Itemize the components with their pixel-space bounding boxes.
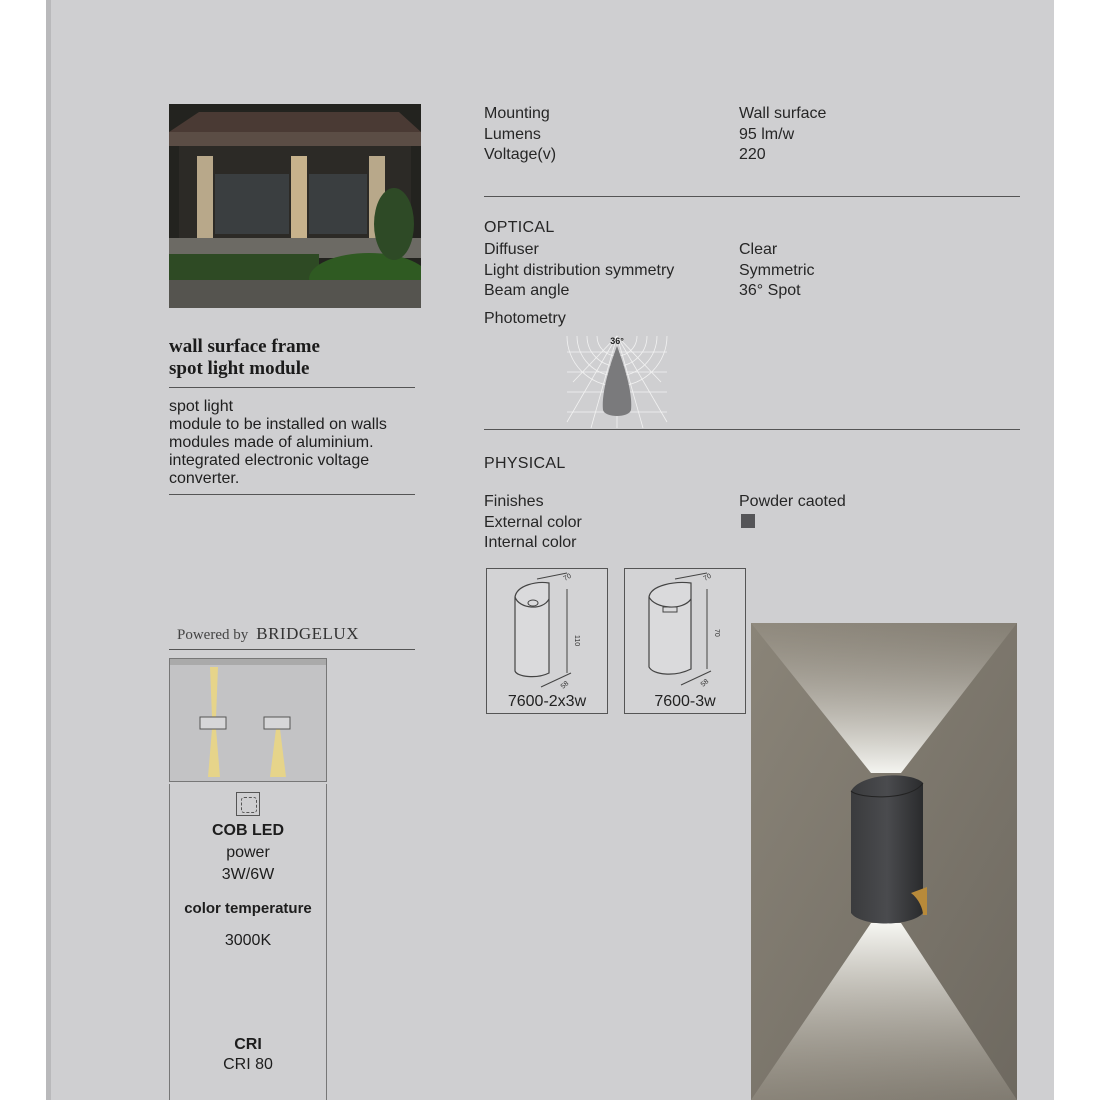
powered-by-label: Powered by bbox=[177, 627, 249, 643]
description-line: module to be installed on walls bbox=[169, 416, 387, 433]
led-info-panel bbox=[169, 784, 327, 1100]
photometry-polar-chart bbox=[563, 332, 671, 430]
dim-side: 110 bbox=[573, 635, 580, 647]
beam-angle-value: 36° Spot bbox=[739, 282, 801, 299]
product-photo bbox=[751, 623, 1017, 1100]
model-name: 7600-2x3w bbox=[507, 693, 587, 710]
product-title-line2: spot light module bbox=[169, 358, 310, 379]
external-color-label: External color bbox=[484, 513, 582, 531]
description-line: modules made of aluminium. bbox=[169, 434, 374, 451]
dim-side: 70 bbox=[713, 629, 720, 637]
power-label: power bbox=[226, 844, 270, 861]
general-labels bbox=[484, 104, 724, 166]
product-title bbox=[169, 336, 429, 380]
general-divider bbox=[484, 196, 1020, 197]
spec-sheet-page bbox=[46, 0, 1054, 1100]
lumens-label: Lumens bbox=[484, 125, 541, 143]
model-drawing bbox=[624, 568, 746, 714]
voltage-label: Voltage(v) bbox=[484, 146, 557, 163]
physical-title: PHYSICAL bbox=[484, 455, 566, 472]
mounting-label: Mounting bbox=[484, 105, 550, 122]
installation-photo bbox=[169, 104, 421, 308]
optical-title: OPTICAL bbox=[484, 219, 555, 236]
symmetry-value: Symmetric bbox=[739, 261, 815, 279]
symmetry-label: Light distribution symmetry bbox=[484, 261, 675, 279]
model-name: 7600-3w bbox=[654, 693, 716, 710]
description-line: integrated electronic voltage bbox=[169, 452, 370, 469]
description-line: spot light bbox=[169, 398, 234, 415]
general-values bbox=[739, 104, 979, 166]
beam-angle-label: Beam angle bbox=[484, 282, 570, 299]
finishes-value: Powder caoted bbox=[739, 493, 846, 510]
description-line: converter. bbox=[169, 470, 240, 487]
dim-bottom: 58 bbox=[559, 680, 571, 689]
photometry-angle: 36° bbox=[610, 336, 624, 346]
internal-color-label: Internal color bbox=[484, 534, 577, 551]
color-temp-label: color temperature bbox=[184, 900, 312, 917]
optical-divider bbox=[484, 429, 1020, 430]
diffuser-label: Diffuser bbox=[484, 241, 539, 258]
powered-by bbox=[177, 624, 359, 644]
powered-by-divider bbox=[169, 649, 415, 650]
photometry-label: Photometry bbox=[484, 310, 566, 327]
finishes-label: Finishes bbox=[484, 493, 544, 510]
dim-top: 70 bbox=[562, 572, 573, 583]
cri-label: CRI bbox=[234, 1036, 262, 1053]
title-divider bbox=[169, 387, 415, 388]
voltage-value: 220 bbox=[739, 146, 766, 163]
diffuser-value: Clear bbox=[739, 241, 778, 258]
product-description bbox=[169, 398, 419, 488]
lumens-value: 95 lm/w bbox=[739, 125, 795, 143]
mounting-value: Wall surface bbox=[739, 105, 827, 122]
optical-values bbox=[739, 240, 979, 302]
cob-led-icon bbox=[236, 792, 260, 816]
color-temp-value: 3000K bbox=[224, 932, 272, 949]
physical-values bbox=[739, 492, 979, 513]
optical-labels bbox=[484, 240, 744, 302]
dim-bottom: 58 bbox=[699, 678, 711, 689]
description-divider bbox=[169, 494, 415, 495]
model-drawing bbox=[486, 568, 608, 714]
beam-diagram bbox=[169, 658, 327, 782]
power-value: 3W/6W bbox=[221, 866, 275, 883]
product-title-line1: wall surface frame bbox=[169, 336, 320, 357]
led-type: COB LED bbox=[212, 822, 284, 839]
brand-logo: BRIDGELUX bbox=[256, 624, 359, 643]
cri-value: CRI 80 bbox=[223, 1056, 273, 1073]
physical-labels bbox=[484, 492, 724, 554]
dim-top: 70 bbox=[702, 572, 713, 583]
external-color-swatch bbox=[741, 514, 755, 528]
